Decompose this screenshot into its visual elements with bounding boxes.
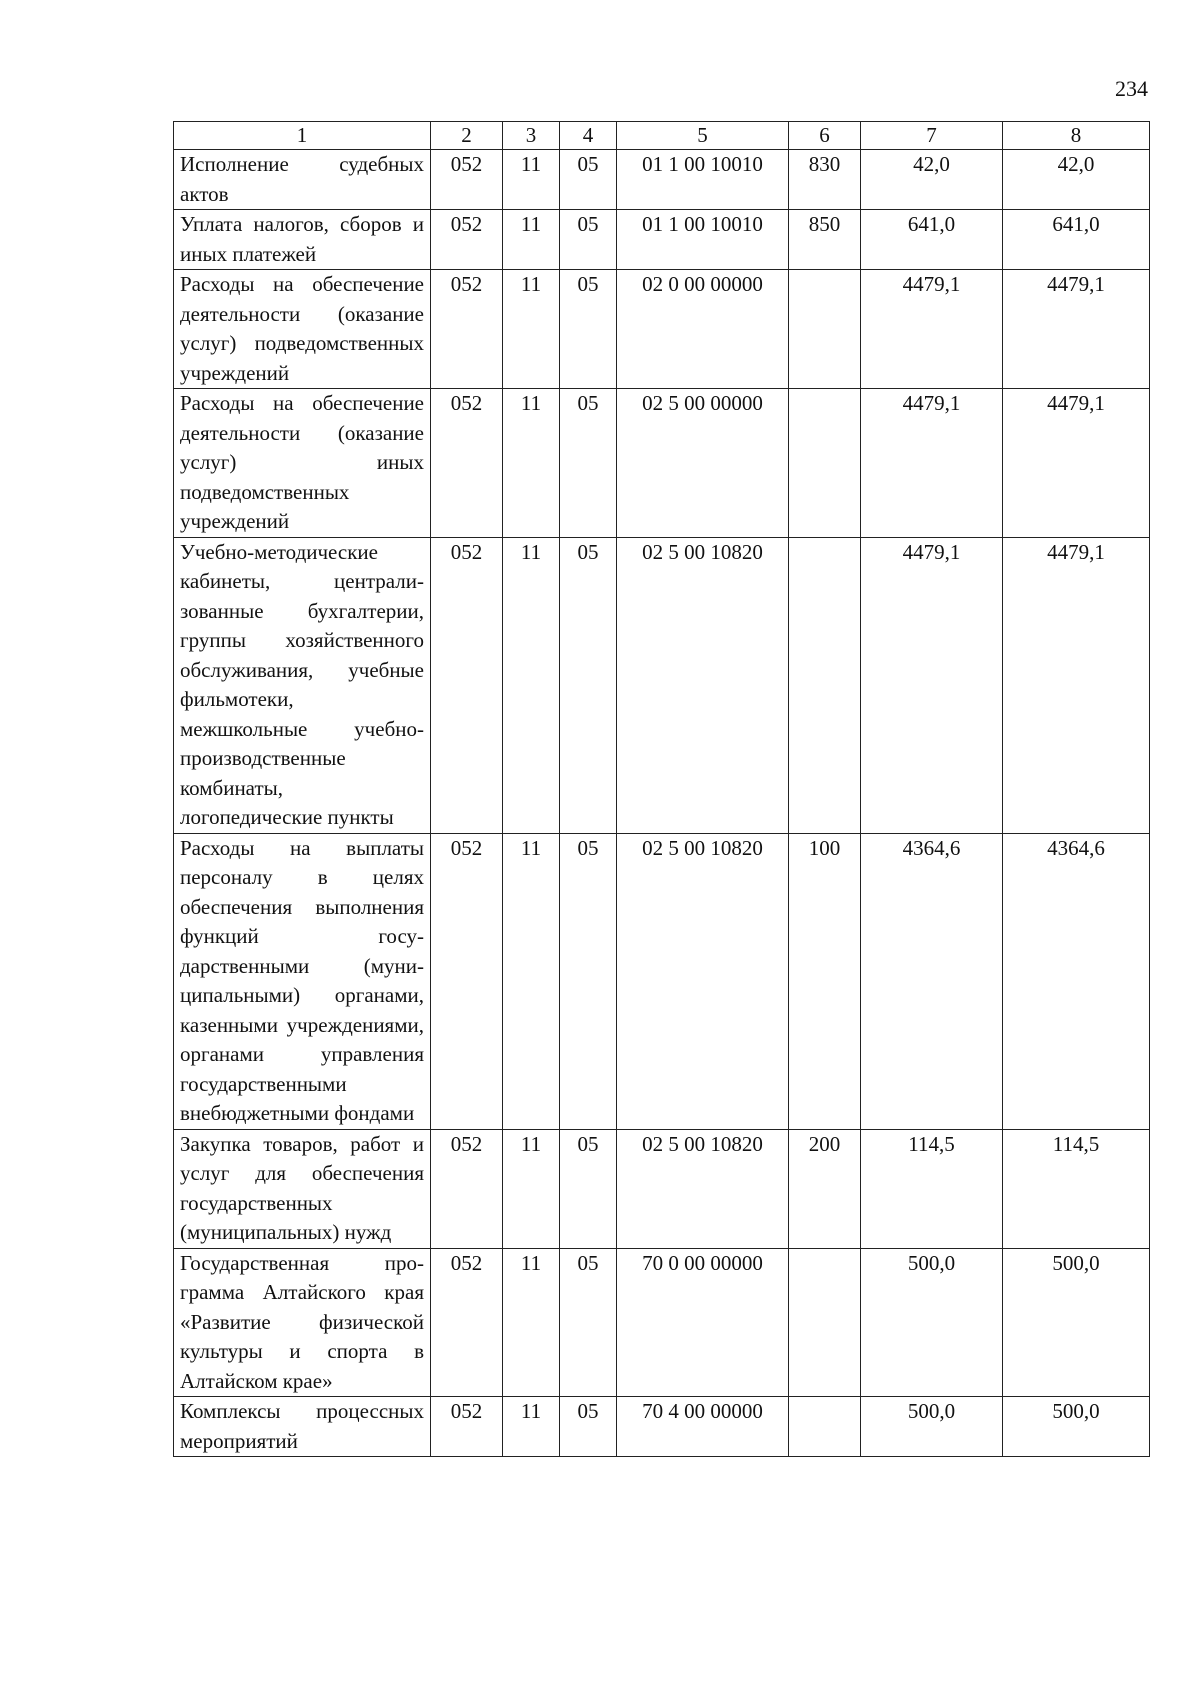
column-header: 4 bbox=[560, 122, 617, 150]
expense-name-cell: Учебно-методические кабинеты, централизованные бухгалтерии, группы хозяйственного обслуживания, учебные фильмотеки, межшкольные учебно-производственные комбинаты, логопедические пункты bbox=[174, 537, 431, 833]
expense-name-cell: Расходы на обеспечение деятельности (оказание услуг) подведомственных учреждений bbox=[174, 270, 431, 389]
section-code-cell: 11 bbox=[503, 1248, 560, 1397]
subsection-code-cell: 05 bbox=[560, 1397, 617, 1457]
budget-table bbox=[173, 121, 1150, 1457]
expense-type-cell: 100 bbox=[789, 833, 861, 1129]
expense-name-cell: Исполнение судебных актов bbox=[174, 150, 431, 210]
expense-type-cell: 850 bbox=[789, 210, 861, 270]
expense-name-cell: Расходы на обеспечение деятельности (оказание услуг) иных подведомственных учреждений bbox=[174, 389, 431, 538]
expense-name-cell: Государственная программа Алтайского края «Развитие физической культуры и спорта в Алтайском крае» bbox=[174, 1248, 431, 1397]
ministry-code-cell: 052 bbox=[431, 833, 503, 1129]
column-header: 3 bbox=[503, 122, 560, 150]
amount-year1-cell: 4479,1 bbox=[861, 537, 1003, 833]
column-header: 2 bbox=[431, 122, 503, 150]
column-header: 6 bbox=[789, 122, 861, 150]
section-code-cell: 11 bbox=[503, 389, 560, 538]
expense-type-cell: 200 bbox=[789, 1129, 861, 1248]
amount-year2-cell: 4479,1 bbox=[1003, 389, 1150, 538]
expense-name-cell: Расходы на выплаты персоналу в целях обеспечения выполнения функций государственными (муниципальными) органами, казенными учреждениями, органами управления государственными внебюджетными фондами bbox=[174, 833, 431, 1129]
target-article-cell: 70 0 00 00000 bbox=[617, 1248, 789, 1397]
expense-name-cell: Комплексы процессных мероприятий bbox=[174, 1397, 431, 1457]
amount-year1-cell: 641,0 bbox=[861, 210, 1003, 270]
table-row bbox=[174, 1248, 1150, 1397]
section-code-cell: 11 bbox=[503, 1397, 560, 1457]
table-row bbox=[174, 210, 1150, 270]
ministry-code-cell: 052 bbox=[431, 1129, 503, 1248]
amount-year1-cell: 114,5 bbox=[861, 1129, 1003, 1248]
expense-type-cell: 830 bbox=[789, 150, 861, 210]
amount-year2-cell: 641,0 bbox=[1003, 210, 1150, 270]
amount-year2-cell: 4364,6 bbox=[1003, 833, 1150, 1129]
section-code-cell: 11 bbox=[503, 537, 560, 833]
ministry-code-cell: 052 bbox=[431, 270, 503, 389]
subsection-code-cell: 05 bbox=[560, 1129, 617, 1248]
ministry-code-cell: 052 bbox=[431, 210, 503, 270]
target-article-cell: 02 5 00 10820 bbox=[617, 1129, 789, 1248]
section-code-cell: 11 bbox=[503, 270, 560, 389]
section-code-cell: 11 bbox=[503, 150, 560, 210]
table-row bbox=[174, 1397, 1150, 1457]
table-row bbox=[174, 270, 1150, 389]
section-code-cell: 11 bbox=[503, 833, 560, 1129]
expense-type-cell bbox=[789, 1397, 861, 1457]
expense-name-cell: Уплата налогов, сборов и иных платежей bbox=[174, 210, 431, 270]
subsection-code-cell: 05 bbox=[560, 210, 617, 270]
table-row bbox=[174, 537, 1150, 833]
target-article-cell: 02 5 00 10820 bbox=[617, 833, 789, 1129]
expense-type-cell bbox=[789, 389, 861, 538]
expense-type-cell bbox=[789, 270, 861, 389]
expense-type-cell bbox=[789, 1248, 861, 1397]
section-code-cell: 11 bbox=[503, 1129, 560, 1248]
amount-year1-cell: 4364,6 bbox=[861, 833, 1003, 1129]
target-article-cell: 02 5 00 10820 bbox=[617, 537, 789, 833]
ministry-code-cell: 052 bbox=[431, 389, 503, 538]
amount-year1-cell: 42,0 bbox=[861, 150, 1003, 210]
target-article-cell: 70 4 00 00000 bbox=[617, 1397, 789, 1457]
subsection-code-cell: 05 bbox=[560, 389, 617, 538]
amount-year1-cell: 500,0 bbox=[861, 1397, 1003, 1457]
ministry-code-cell: 052 bbox=[431, 150, 503, 210]
amount-year1-cell: 4479,1 bbox=[861, 270, 1003, 389]
amount-year1-cell: 500,0 bbox=[861, 1248, 1003, 1397]
column-header: 7 bbox=[861, 122, 1003, 150]
page-number: 234 bbox=[1115, 76, 1148, 101]
subsection-code-cell: 05 bbox=[560, 1248, 617, 1397]
amount-year2-cell: 4479,1 bbox=[1003, 537, 1150, 833]
table-row bbox=[174, 1129, 1150, 1248]
table-row bbox=[174, 150, 1150, 210]
amount-year1-cell: 4479,1 bbox=[861, 389, 1003, 538]
table-row bbox=[174, 389, 1150, 538]
expense-type-cell bbox=[789, 537, 861, 833]
column-header: 1 bbox=[174, 122, 431, 150]
column-header: 5 bbox=[617, 122, 789, 150]
ministry-code-cell: 052 bbox=[431, 1397, 503, 1457]
target-article-cell: 02 5 00 00000 bbox=[617, 389, 789, 538]
subsection-code-cell: 05 bbox=[560, 270, 617, 389]
amount-year2-cell: 4479,1 bbox=[1003, 270, 1150, 389]
expense-name-cell: Закупка товаров, работ и услуг для обеспечения государственных (муниципальных) нужд bbox=[174, 1129, 431, 1248]
ministry-code-cell: 052 bbox=[431, 1248, 503, 1397]
column-header: 8 bbox=[1003, 122, 1150, 150]
amount-year2-cell: 114,5 bbox=[1003, 1129, 1150, 1248]
subsection-code-cell: 05 bbox=[560, 150, 617, 210]
target-article-cell: 01 1 00 10010 bbox=[617, 210, 789, 270]
ministry-code-cell: 052 bbox=[431, 537, 503, 833]
subsection-code-cell: 05 bbox=[560, 537, 617, 833]
table-row bbox=[174, 833, 1150, 1129]
amount-year2-cell: 500,0 bbox=[1003, 1248, 1150, 1397]
subsection-code-cell: 05 bbox=[560, 833, 617, 1129]
amount-year2-cell: 42,0 bbox=[1003, 150, 1150, 210]
amount-year2-cell: 500,0 bbox=[1003, 1397, 1150, 1457]
target-article-cell: 02 0 00 00000 bbox=[617, 270, 789, 389]
table-body bbox=[174, 150, 1150, 1457]
header-row bbox=[174, 122, 1150, 150]
section-code-cell: 11 bbox=[503, 210, 560, 270]
target-article-cell: 01 1 00 10010 bbox=[617, 150, 789, 210]
